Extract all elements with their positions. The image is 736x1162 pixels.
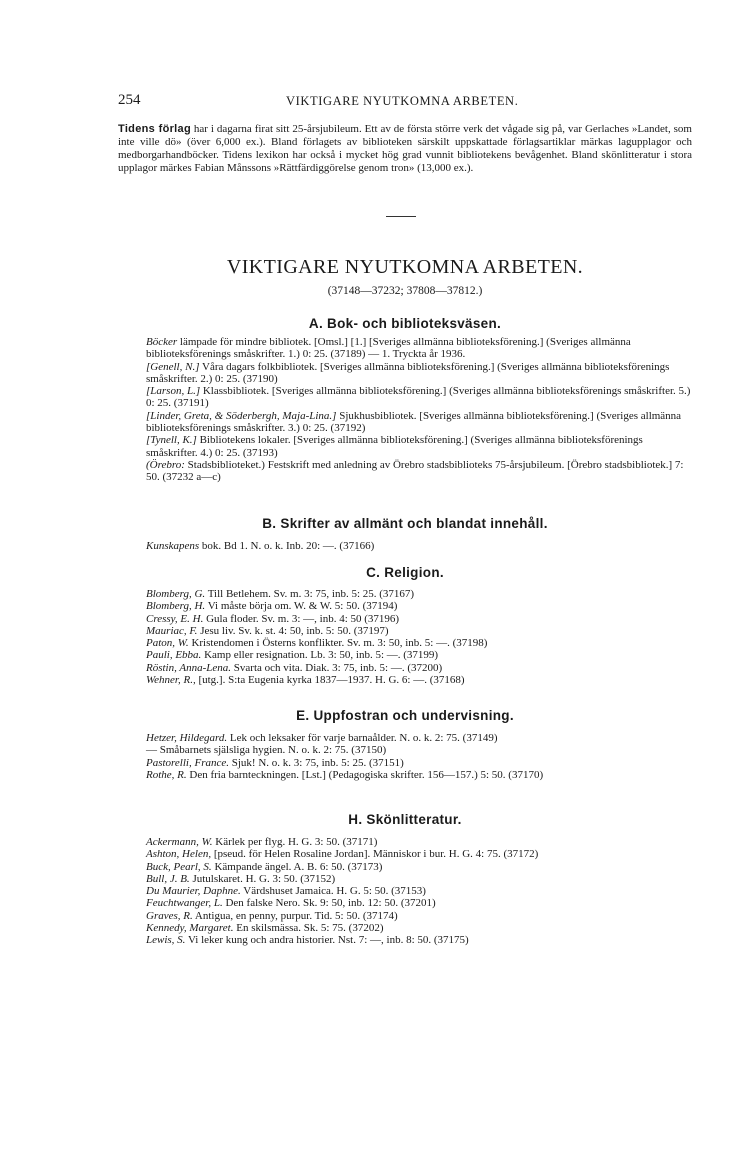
entry-text: bok. Bd 1. N. o. k. Inb. 20: —. (37166) [199,540,375,552]
main-range: (37148—37232; 37808—37812.) [327,285,483,297]
entry [118,336,692,361]
entry-author: Wehner, R., [146,674,196,687]
section-h-entries [118,836,692,947]
entry [118,885,692,897]
entry-author: Böcker [146,336,178,348]
entry-text: Jutulskaret. H. G. 3: 50. (37152) [189,872,336,885]
entry-text: Antigua, en penny, purpur. Tid. 5: 50. (37174) [192,909,398,922]
section-b-title: B. Skrifter av allmänt och blandat innehåll. [262,516,548,531]
entry-text: lämpade för mindre bibliotek. [Omsl.] [1.] [Sveriges allmänna biblioteksförening.] (Sveriges allmänna biblioteksförenings småskrifter. 1.) 0: 25. (37189) — 1. Tryckta år 1936. [146,336,631,361]
intro-text: har i dagarna firat sitt 25-årsjubileum. Ett av de första större verk det vågade sig på, var Gerlaches »Landet, som inte ville dö» (över 6,000 ex.). Bland förlagets av biblioteken särskilt uppskattade förlagsartiklar märkas lagupplagor och medborgarhandböcker. Tidens lexikon har också i mycket hög grad vunnit bibliotekens bevågenhet. Bland skönlitteratur i stora upplagor märkes Fabian Månssons »Rättfärdiggörelse genom tron» (13,000 ex.). [118,123,692,174]
entry-author: Bull, J. B. [146,872,190,885]
entry-text: Den fria barnteckningen. [Lst.] (Pedagogiska skrifter. 156—157.) 5: 50. (37170) [186,768,544,781]
entry [118,836,692,848]
entry [118,744,692,756]
entry-text: Sjuk! N. o. k. 3: 75, inb. 5: 25. (37151) [229,756,404,769]
entry-author: [Linder, Greta, & Söderbergh, Maja-Lina.] [146,409,337,422]
entry-author: Graves, R. [146,909,193,922]
entry [118,769,692,781]
entry-text: Våra dagars folkbibliotek. [Sveriges allmänna biblioteksförening.] (Sveriges allmänna biblioteksförenings småskrifter. 2.) 0: 25. (37190) [146,360,670,385]
section-h-title: H. Skönlitteratur. [348,812,462,827]
main-title: VIKTIGARE NYUTKOMNA ARBETEN. [226,256,584,278]
entry-author: Röstin, Anna-Lena. [146,661,232,674]
entry-text: Bibliotekens lokaler. [Sveriges allmänna biblioteksförening.] (Sveriges allmänna biblioteksförenings småskrifter. 4.) 0: 25. (37193) [146,434,643,459]
entry [118,410,692,435]
entry-text: [utg.]. S:ta Eugenia kyrka 1837—1937. H. G. 6: —. (37168) [195,674,465,687]
entry-text: Svarta och vita. Diak. 3: 75, inb. 5: —. (37200) [231,661,443,674]
page-header [118,92,696,112]
entry-text: Vi måste börja om. W. & W. 5: 50. (37194) [205,600,398,613]
entry [118,662,692,674]
entry-author: [Tynell, K.] [146,434,197,447]
entry-text: Sjukhusbibliotek. [Sveriges allmänna biblioteksförening.] (Sveriges allmänna biblioteksförenings småskrifter. 3.) 0: 25. (37192) [146,409,682,435]
entry [118,600,692,612]
entry-text: Klassbibliotek. [Sveriges allmänna biblioteksförening.] (Sveriges allmänna biblioteksförenings småskrifter. 5.) 0: 25. (37191) [146,385,691,410]
entry-text: [pseud. för Helen Rosaline Jordan]. Människor i bur. H. G. 4: 75. (37172) [211,848,539,861]
entry [118,459,692,484]
entry-text: Kamp eller resignation. Lb. 3: 50, inb. 5: —. (37199) [201,649,439,662]
entry [118,848,692,860]
entry [118,757,692,769]
entry-author: [Larson, L.] [146,385,201,398]
entry-text: Kristendomen i Österns konflikter. Sv. m. 3: 50, inb. 5: —. (37198) [188,637,488,650]
entry [118,922,692,934]
entry-author: Ackermann, W. [146,836,213,848]
entry-text: Kärlek per flyg. H. G. 3: 50. (37171) [212,836,378,848]
section-b-entries [118,540,692,552]
entry-author: [Genell, N.] [146,360,200,373]
section-c-entries [118,588,692,686]
section-c-title: C. Religion. [366,565,444,580]
entry [118,613,692,625]
entry [118,588,692,600]
entry [118,361,692,386]
entry-text: Stadsbiblioteket.) Festskrift med anledning av Örebro stadsbiblioteks 75-årsjubileum. [Örebro stadsbibliotek.] 7: 50. (37232 a—c) [146,458,684,484]
entry [118,910,692,922]
entry [118,934,692,946]
section-a-title: A. Bok- och biblioteksväsen. [308,316,502,331]
entry-author: Lewis, S. [146,934,186,947]
entry [118,861,692,873]
entry-author: Cressy, E. H. [146,612,204,625]
entry-author: Buck, Pearl, S. [146,860,212,873]
divider-rule [386,216,416,217]
intro-paragraph [118,123,692,175]
entry-author: Blomberg, H. [146,600,206,613]
entry-text: En skilsmässa. Sk. 5: 75. (37202) [233,922,384,935]
entry-text: Vi leker kung och andra historier. Nst. 7: —, inb. 8: 50. (37175) [185,934,469,947]
entry-text: Den falske Nero. Sk. 9: 50, inb. 12: 50. (37201) [222,897,436,910]
entry-author: Hetzer, Hildegard. [146,732,228,744]
entry [118,540,692,552]
entry-author: Pastorelli, France. [146,756,229,769]
section-e-title: E. Uppfostran och undervisning. [296,708,514,723]
entry-author: Du Maurier, Daphne. [146,885,241,898]
entry [118,649,692,661]
entry-author: Kunskapens [146,540,200,552]
entry [118,637,692,649]
entry-text: Kämpande ängel. A. B. 6: 50. (37173) [211,860,383,873]
entry-author: Mauriac, F. [146,624,198,637]
section-e-entries [118,732,692,781]
running-title: VIKTIGARE NYUTKOMNA ARBETEN. [286,94,519,108]
entry [118,434,692,459]
entry-author: Kennedy, Margaret. [146,922,234,935]
entry-author: (Örebro: [146,458,185,471]
entry [118,897,692,909]
entry-text: Värdshuset Jamaica. H. G. 5: 50. (37153) [240,885,426,898]
entry-author: Blomberg, G. [146,588,206,600]
entry-text: Lek och leksaker för varje barnaålder. N. o. k. 2: 75. (37149) [227,732,498,744]
entry [118,674,692,686]
entry-author: Pauli, Ebba. [146,649,202,662]
entry-author: Rothe, R. [146,768,187,781]
entry-text: Till Betlehem. Sv. m. 3: 75, inb. 5: 25. (37167) [205,588,415,600]
entry-text: Gula floder. Sv. m. 3: —, inb. 4: 50 (37196) [203,612,400,625]
intro-bold: Tidens förlag [118,123,191,135]
section-a-entries [118,336,692,484]
entry-author: Paton, W. [146,637,189,650]
entry-text: — Småbarnets själsliga hygien. N. o. k. 2: 75. (37150) [146,744,387,757]
entry [118,625,692,637]
entry [118,732,692,744]
page-number: 254 [118,92,141,108]
entry-author: Feuchtwanger, L. [146,897,223,910]
entry-author: Ashton, Helen, [146,848,212,861]
entry-text: Jesu liv. Sv. k. st. 4: 50, inb. 5: 50. (37197) [197,624,389,637]
entry [118,385,692,410]
entry [118,873,692,885]
